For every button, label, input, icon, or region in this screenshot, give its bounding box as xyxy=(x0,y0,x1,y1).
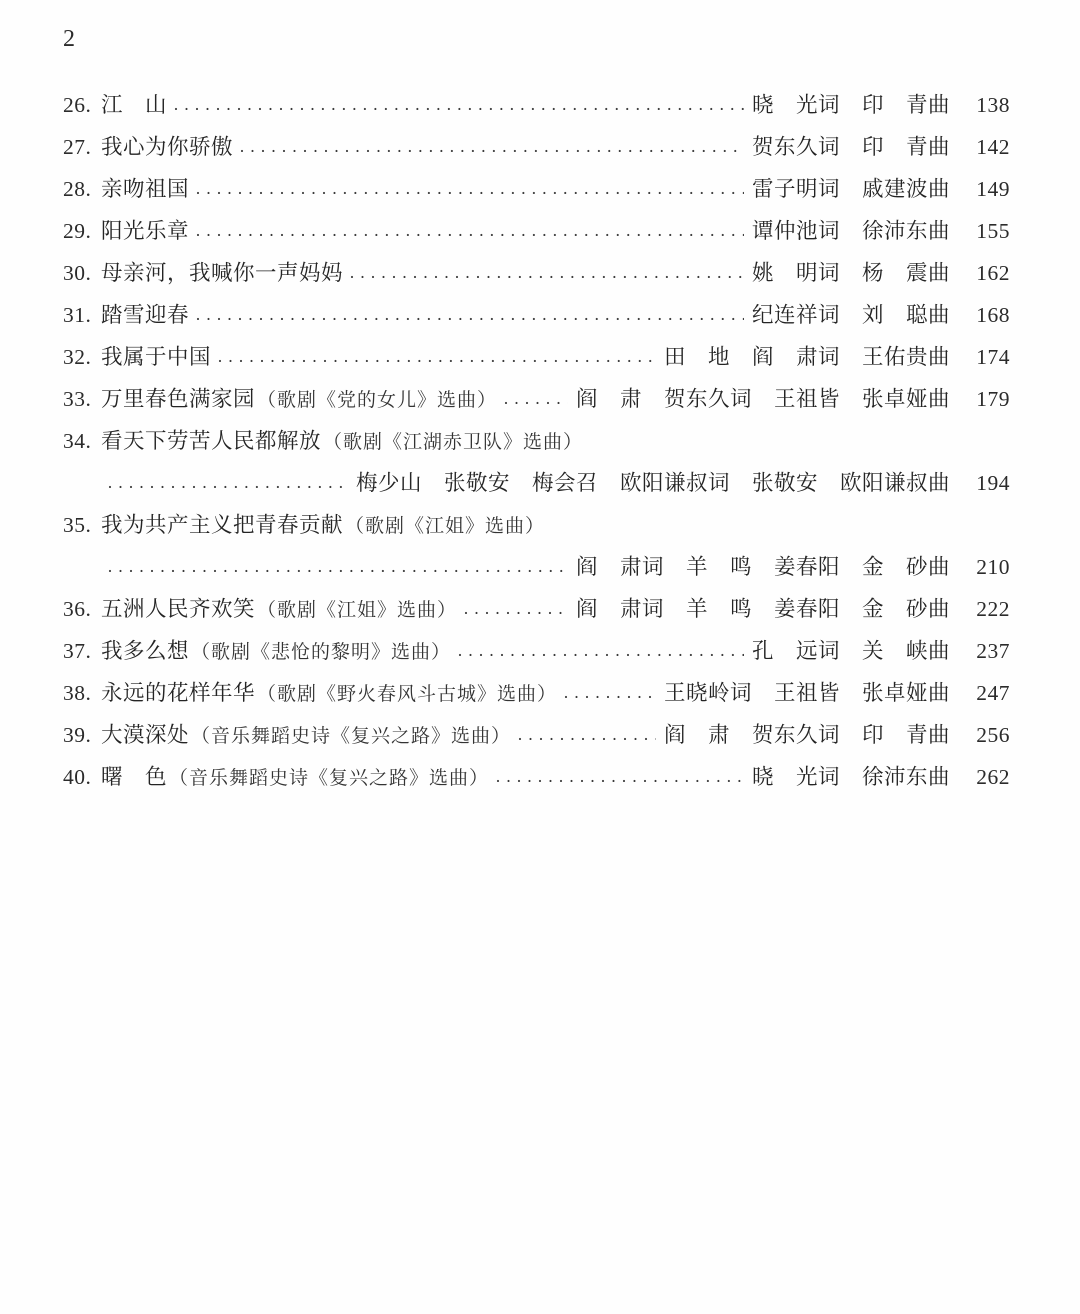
entry-number: 35. xyxy=(63,513,92,537)
dot-leader-icon xyxy=(349,256,744,298)
song-subtitle: （歌剧《江姐》选曲） xyxy=(257,600,458,621)
page-ref: 155 xyxy=(976,219,1010,243)
page-ref: 262 xyxy=(976,765,1010,789)
page-ref: 142 xyxy=(976,135,1010,159)
dot-leader-icon xyxy=(563,676,656,718)
toc-row xyxy=(63,382,1010,424)
dot-leader-icon xyxy=(503,382,568,424)
dot-leader-icon xyxy=(495,760,744,802)
toc-row xyxy=(63,172,1010,214)
entry-number: 26. xyxy=(63,93,92,117)
song-title: 万里春色满家园 xyxy=(101,387,256,411)
entry-number: 38. xyxy=(63,681,92,705)
song-title: 阳光乐章 xyxy=(101,219,190,243)
entry-number: 31. xyxy=(63,303,92,327)
page-number: 2 xyxy=(63,26,75,52)
entry-number: 37. xyxy=(63,639,92,663)
song-subtitle: （音乐舞蹈史诗《复兴之路》选曲） xyxy=(191,726,512,747)
song-title: 亲吻祖国 xyxy=(101,177,190,201)
dot-leader-icon xyxy=(107,466,348,508)
page-ref: 222 xyxy=(976,597,1010,621)
entry-number: 33. xyxy=(63,387,92,411)
toc-row xyxy=(63,424,1010,466)
dot-leader-icon xyxy=(517,718,656,760)
dot-leader-icon xyxy=(173,88,744,130)
authors-credit: 晓 光词 印 青曲 xyxy=(751,93,950,117)
song-subtitle: （歌剧《党的女儿》选曲） xyxy=(257,390,498,411)
dot-leader-icon xyxy=(217,340,656,382)
authors-credit: 田 地 阎 肃词 王佑贵曲 xyxy=(663,345,950,369)
authors-credit: 贺东久词 印 青曲 xyxy=(751,135,950,159)
entry-number: 32. xyxy=(63,345,92,369)
dot-leader-icon xyxy=(195,298,744,340)
page-ref: 168 xyxy=(976,303,1010,327)
entry-number: 34. xyxy=(63,429,92,453)
authors-credit: 雷子明词 戚建波曲 xyxy=(751,177,950,201)
authors-credit: 纪连祥词 刘 聪曲 xyxy=(751,303,950,327)
song-title: 我心为你骄傲 xyxy=(101,135,234,159)
authors-credit: 阎 肃词 羊 鸣 姜春阳 金 砂曲 xyxy=(575,597,950,621)
page-ref: 237 xyxy=(976,639,1010,663)
song-title: 我多么想 xyxy=(101,639,190,663)
toc-row xyxy=(63,298,1010,340)
page-ref: 179 xyxy=(976,387,1010,411)
toc-row xyxy=(63,256,1010,298)
song-title: 曙 色 xyxy=(101,765,168,789)
authors-credit: 梅少山 张敬安 梅会召 欧阳谦叔词 张敬安 欧阳谦叔曲 xyxy=(355,471,950,495)
toc-row xyxy=(63,634,1010,676)
authors-credit: 晓 光词 徐沛东曲 xyxy=(751,765,950,789)
song-subtitle: （歌剧《野火春风斗古城》选曲） xyxy=(257,684,558,705)
song-subtitle: （歌剧《悲怆的黎明》选曲） xyxy=(191,642,452,663)
page-ref: 149 xyxy=(976,177,1010,201)
dot-leader-icon xyxy=(107,550,568,592)
toc-row xyxy=(63,214,1010,256)
song-title: 踏雪迎春 xyxy=(101,303,190,327)
toc-row xyxy=(63,592,1010,634)
toc-row xyxy=(63,550,1010,592)
dot-leader-icon xyxy=(239,130,744,172)
authors-credit: 孔 远词 关 峡曲 xyxy=(751,639,950,663)
song-title: 五洲人民齐欢笑 xyxy=(101,597,256,621)
entry-number: 30. xyxy=(63,261,92,285)
toc-row xyxy=(63,340,1010,382)
page-ref: 162 xyxy=(976,261,1010,285)
song-title: 看天下劳苦人民都解放 xyxy=(101,429,322,453)
song-subtitle: （歌剧《江姐》选曲） xyxy=(345,516,546,537)
song-subtitle: （歌剧《江湖赤卫队》选曲） xyxy=(323,432,584,453)
page-ref: 174 xyxy=(976,345,1010,369)
authors-credit: 姚 明词 杨 震曲 xyxy=(751,261,950,285)
toc-row xyxy=(63,508,1010,550)
toc-row xyxy=(63,676,1010,718)
entry-number: 28. xyxy=(63,177,92,201)
authors-credit: 阎 肃词 羊 鸣 姜春阳 金 砂曲 xyxy=(575,555,950,579)
song-title: 我属于中国 xyxy=(101,345,212,369)
song-title: 江 山 xyxy=(101,93,168,117)
song-subtitle: （音乐舞蹈史诗《复兴之路》选曲） xyxy=(169,768,490,789)
toc-row xyxy=(63,88,1010,130)
table-of-contents xyxy=(63,88,1010,802)
entry-number: 36. xyxy=(63,597,92,621)
song-title: 大漠深处 xyxy=(101,723,190,747)
entry-number: 40. xyxy=(63,765,92,789)
toc-row xyxy=(63,760,1010,802)
dot-leader-icon xyxy=(463,592,568,634)
page-ref: 256 xyxy=(976,723,1010,747)
toc-row xyxy=(63,130,1010,172)
entry-number: 29. xyxy=(63,219,92,243)
song-title: 我为共产主义把青春贡献 xyxy=(101,513,344,537)
toc-row xyxy=(63,466,1010,508)
dot-leader-icon xyxy=(195,172,744,214)
page-ref: 138 xyxy=(976,93,1010,117)
song-title: 母亲河，我喊你一声妈妈 xyxy=(101,261,344,285)
authors-credit: 王晓岭词 王祖皆 张卓娅曲 xyxy=(663,681,950,705)
entry-number: 39. xyxy=(63,723,92,747)
page-ref: 194 xyxy=(976,471,1010,495)
toc-row xyxy=(63,718,1010,760)
dot-leader-icon xyxy=(195,214,744,256)
entry-number: 27. xyxy=(63,135,92,159)
authors-credit: 谭仲池词 徐沛东曲 xyxy=(751,219,950,243)
page-ref: 210 xyxy=(976,555,1010,579)
authors-credit: 阎 肃 贺东久词 王祖皆 张卓娅曲 xyxy=(575,387,950,411)
dot-leader-icon xyxy=(457,634,744,676)
page-ref: 247 xyxy=(976,681,1010,705)
song-title: 永远的花样年华 xyxy=(101,681,256,705)
authors-credit: 阎 肃 贺东久词 印 青曲 xyxy=(663,723,950,747)
